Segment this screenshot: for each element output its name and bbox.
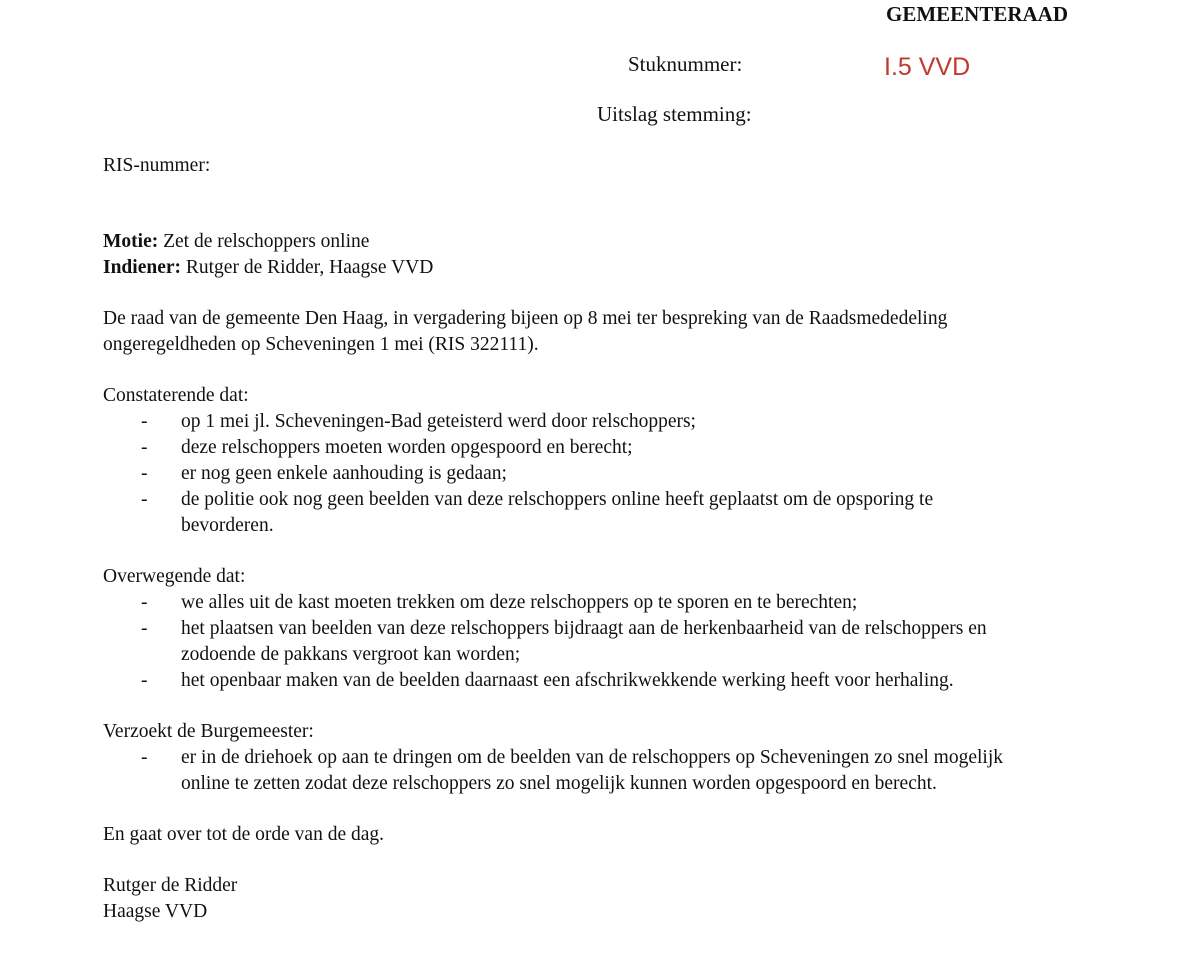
list-item-text: de politie ook nog geen beelden van deze relschoppers online heeft geplaatst om de opsporing te (181, 489, 934, 510)
bullet-dash: - (141, 411, 148, 432)
spacer (103, 539, 1103, 564)
bullet-dash: - (141, 592, 148, 613)
motion-title-line (103, 229, 1103, 255)
list-item-text: deze relschoppers moeten worden opgespoord en berecht; (181, 437, 633, 458)
list-item (103, 487, 1103, 539)
bullet-dash: - (141, 747, 148, 768)
list-item-text: er nog geen enkele aanhouding is gedaan; (181, 463, 507, 484)
spacer (103, 694, 1103, 719)
motie-label: Motie: (103, 231, 159, 252)
list-item-text: online te zetten zodat deze relschoppers zo snel mogelijk kunnen worden opgespoord en berecht. (181, 773, 937, 794)
spacer (103, 358, 1103, 383)
stuknummer-value: I.5 VVD (884, 53, 971, 81)
list-item (103, 616, 1103, 668)
list-item (103, 745, 1103, 797)
overwegende-list (103, 590, 1103, 694)
motion-body (103, 229, 1103, 925)
overwegende-heading: Overwegende dat: (103, 566, 246, 587)
spacer (103, 797, 1103, 822)
bullet-dash: - (141, 463, 148, 484)
intro-line-1: De raad van de gemeente Den Haag, in vergadering bijeen op 8 mei ter bespreking van de Raadsmededeling (103, 308, 948, 329)
spacer (103, 281, 1103, 306)
list-item (103, 409, 1103, 435)
indiener-label: Indiener: (103, 257, 181, 278)
list-item-text: bevorderen. (181, 515, 274, 536)
spacer (103, 848, 1103, 873)
bullet-dash: - (141, 489, 148, 510)
constaterende-heading: Constaterende dat: (103, 385, 249, 406)
signature-party: Haagse VVD (103, 901, 208, 922)
bullet-dash: - (141, 670, 148, 691)
list-item-text: zodoende de pakkans vergroot kan worden; (181, 644, 521, 665)
indiener-value: Rutger de Ridder, Haagse VVD (181, 257, 434, 278)
signature-name: Rutger de Ridder (103, 875, 238, 896)
list-item-text: het plaatsen van beelden van deze relschoppers bijdraagt aan de herkenbaarheid van de relschoppers en (181, 618, 987, 639)
list-item (103, 461, 1103, 487)
list-item-text: we alles uit de kast moeten trekken om deze relschoppers op te sporen en te berechten; (181, 592, 858, 613)
bullet-dash: - (141, 437, 148, 458)
list-item (103, 668, 1103, 694)
motie-title: Zet de relschoppers online (158, 231, 370, 252)
ris-number-label: RIS-nummer: (103, 155, 211, 176)
list-item-text: er in de driehoek op aan te dringen om de beelden van de relschoppers op Scheveningen zo snel mogelijk (181, 747, 1003, 768)
stuknummer-label: Stuknummer: (628, 52, 743, 76)
list-item-text: het openbaar maken van de beelden daarnaast een afschrikwekkende werking heeft voor herhaling. (181, 670, 954, 691)
verzoekt-heading: Verzoekt de Burgemeester: (103, 721, 314, 742)
uitslag-stemming-label: Uitslag stemming: (597, 102, 752, 126)
list-item (103, 435, 1103, 461)
constaterende-list (103, 409, 1103, 539)
list-item-text: op 1 mei jl. Scheveningen-Bad geteisterd werd door relschoppers; (181, 411, 696, 432)
closing-line: En gaat over tot de orde van de dag. (103, 824, 385, 845)
submitter-line (103, 255, 1103, 281)
list-item (103, 590, 1103, 616)
intro-line-2: ongeregeldheden op Scheveningen 1 mei (RIS 322111). (103, 334, 539, 355)
bullet-dash: - (141, 618, 148, 639)
verzoekt-list (103, 745, 1103, 797)
council-title: GEMEENTERAAD (886, 2, 1069, 26)
